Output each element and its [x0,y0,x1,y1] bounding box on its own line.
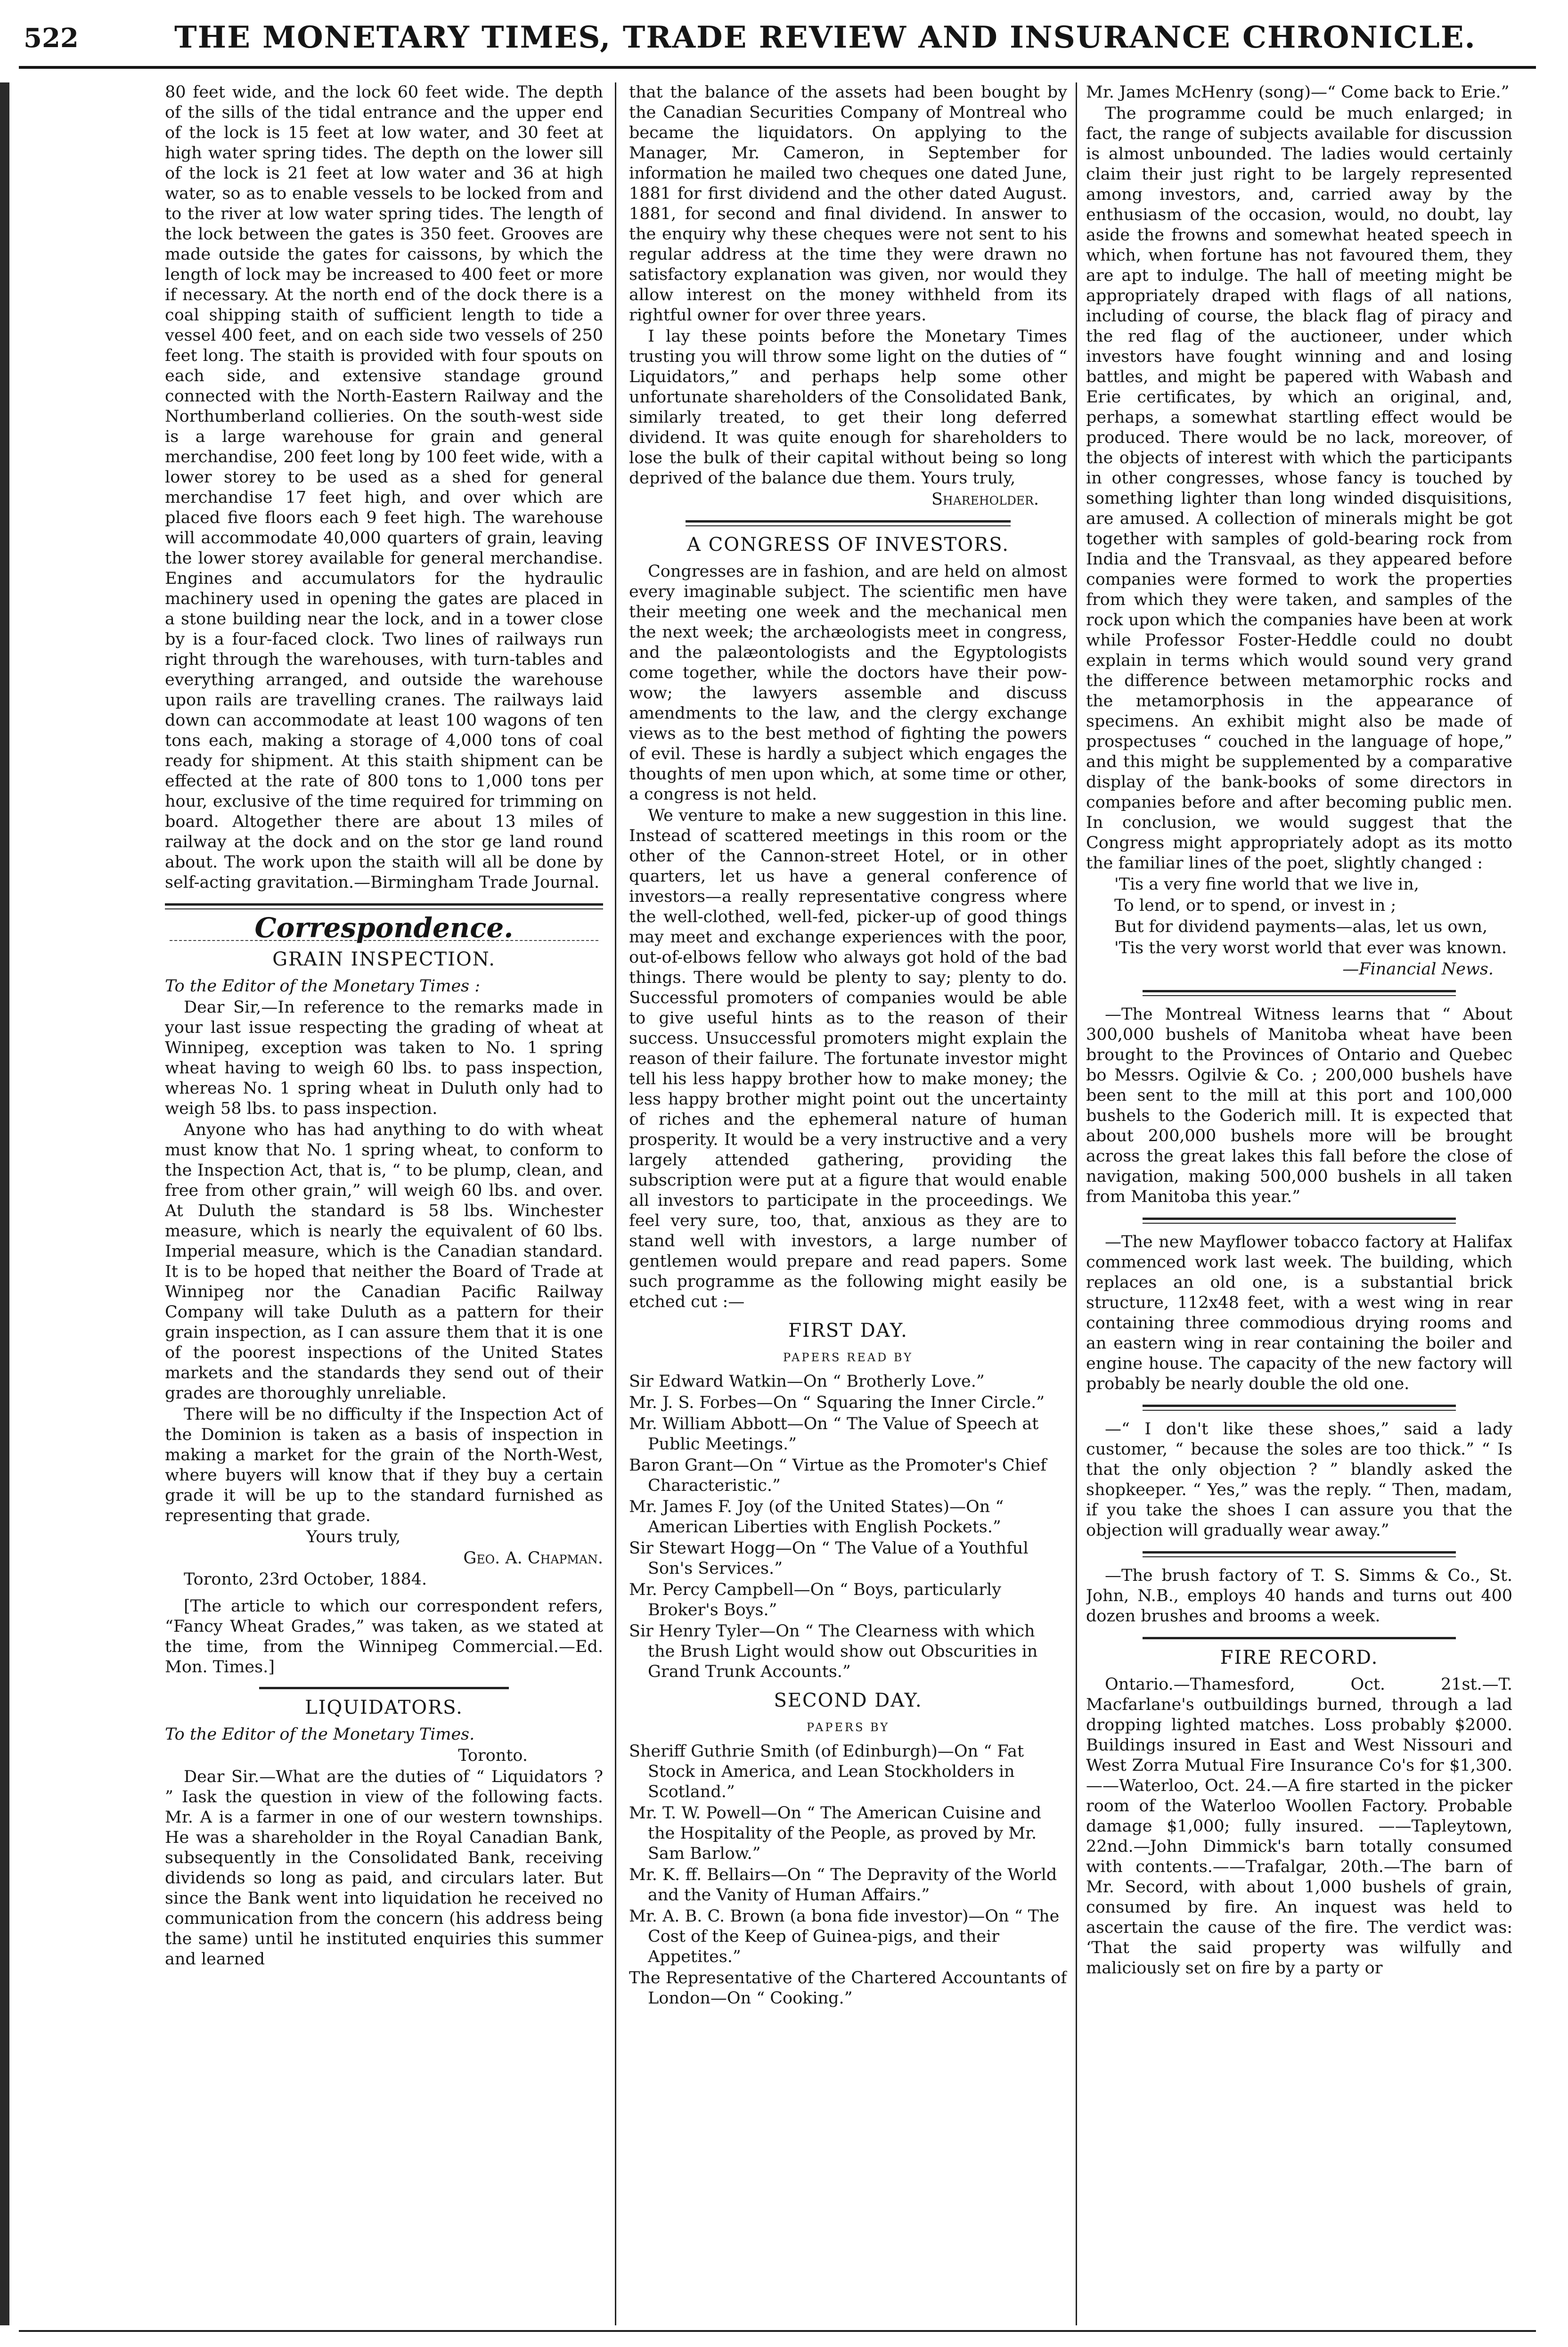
paper-entry: The Representative of the Chartered Accountants of London—On “ Cooking.” [629,1969,1067,2008]
poem-line: 'Tis a very fine world that we live in, [1114,875,1419,894]
second-day-heading: SECOND DAY. [774,1690,923,1711]
column-1 [165,82,603,2325]
liquidators-continued: that the balance of the assets had been bought by the Canadian Securities Company of Montreal who became the liquidators. On applying to the Manager, Mr. Cameron, in September for information he mailed two cheques one dated June, 1881 for first dividend and the other dated August. 1881, for second and final dividend. In answer to the enquiry why these cheques were not sent to his regular address at the time they were drawn no satisfactory explanation was given, nor would they allow interest on the money withheld from its rightful owner for over three years. [629,83,1067,325]
page-bottom-rule [19,2330,1536,2332]
section-divider [259,1687,509,1689]
fire-record-text: Ontario.—Thamesford, Oct. 21st.—T. Macfarlane's outbuildings burned, through a lad dropping lighted matches. Loss probably $2000. Buildings insured in East and West Nissouri and West Zorra Mutual Fire Insurance Co's for $1,300.——Waterloo, Oct. 24.—A fire started in the picker room of the Waterloo Woollen Factory. Probable damage $1,000; fully insured. ——Tapleytown, 22nd.—John Dimmick's barn totally consumed with contents.——Trafalgar, 20th.—The barn of Mr. Secord, with about 1,000 bushels of grain, consumed by fire. An inquest was held to ascertain the cause of the fire. The verdict was: ‘That the said property was wilfully and maliciously set on fire by a party or [1086,1675,1512,1978]
poem-line: To lend, or to spend, or invest in ; [1114,896,1396,915]
poem-line: But for dividend payments—alas, let us own, [1114,917,1488,936]
grain-inspection-heading: GRAIN INSPECTION. [272,949,496,970]
editor-note: [The article to which our correspondent refers, “Fancy Wheat Grades,” was taken, as we stated at the time, from the Winnipeg Commercial.—Ed. Mon. Times.] [165,1597,603,1676]
liquidators-salutation: To the Editor of the Monetary Times. [165,1725,475,1744]
brush-item: —The brush factory of T. S. Simms & Co., St. John, N.B., employs 40 hands and turns out 400 dozen brushes and brooms a week. [1086,1566,1512,1626]
column-2 [629,82,1067,2325]
mayflower-item: —The new Mayflower tobacco factory at Halifax commenced work last week. The building, which replaces an old one, is a substantial brick structure, 112x48 feet, with a west wing in rear containing three commodious drying rooms and an eastern wing in rear containing the boiler and engine house. The capacity of the new factory will probably be nearly double the old one. [1086,1233,1512,1393]
section-divider [686,520,1011,526]
liquidators-heading: LIQUIDATORS. [305,1697,463,1718]
first-day-heading: FIRST DAY. [788,1320,908,1341]
mchenry-entry: Mr. James McHenry (song)—“ Come back to Erie.” [1086,83,1510,102]
section-divider [1143,1405,1456,1411]
congress-paragraph: Congresses are in fashion, and are held on almost every imaginable subject. The scientific men have their meeting one week and the mechanical men the next week; the archæologists meet in congress, and the palæontologists and the Egyptologists come together, while the doctors have their pow-wow; the lawyers assemble and discuss amendments to the law, and the clergy exchange views as to the best method of fighting the powers of evil. These is hardly a subject which engages the thoughts of men upon which, at some time or other, a congress is not held. [629,562,1067,804]
second-day-papers [629,1742,1067,2009]
grain-paragraph: There will be no difficulty if the Inspection Act of the Dominion is taken as a basis of inspection in making a market for the grain of the North-West, where buyers will know that if they buy a certain grade it will be up to the standard furnished as representing that grade. [165,1405,603,1525]
dock-article-text: 80 feet wide, and the lock 60 feet wide. The depth of the sills of the tidal entrance and the upper end of the lock is 15 feet at low water, and 30 feet at high water spring tides. The depth on the lower sill of the lock is 21 feet at low water and 36 at high water, so as to enable vessels to be locked from and to the river at low water spring tides. The length of the lock between the gates is 350 feet. Grooves are made outside the gates for caissons, by which the length of lock may be increased to 400 feet or more if necessary. At the north end of the dock there is a coal shipping staith of sufficient length to tide a vessel 400 feet, and on each side two vessels of 250 feet long. The staith is provided with four spouts on each side, and extensive standage ground connected with the North-Eastern Railway and the Northumberland collieries. On the south-west side is a large warehouse for grain and general merchandise, 200 feet long by 100 feet wide, with a lower storey to be used as a shed for general merchandise 17 feet high, and over which are placed five floors each 9 feet high. The warehouse will accommodate 40,000 quarters of grain, leaving the lower storey available for general merchandise. Engines and accumulators for the hydraulic machinery used in opening the gates are placed in a stone building near the lock, and in a tower close by is a four-faced clock. Two lines of railways run right through the warehouses, with turn-tables and everything arranged, and outside the warehouse upon rails are travelling cranes. The railways laid down can accommodate at least 100 wagons of ten tons each, making a storage of 4,000 tons of coal ready for shipment. At this staith shipment can be effected at the rate of 800 tons to 1,000 tons per hour, exclusive of the time required for trimming on board. Altogether there are about 13 miles of railway at the dock and on the stor ge land round about. The work upon the staith will all be done by self-acting gravitation.—Birmingham Trade Journal. [165,83,603,892]
liquidators-paragraph: I lay these points before the Monetary Times trusting you will throw some light on the duties of “ Liquidators,” and perhaps help some other unfortunate shareholders of the Consolidated Bank, similarly treated, to get their long deferred dividend. It was quite enough for shareholders to lose the bulk of their capital without being so long deprived of the balance due them. Yours truly, [629,327,1067,488]
page-header [19,14,1536,69]
section-divider [165,903,603,909]
grain-paragraph: Dear Sir,—In reference to the remarks made in your last issue respecting the grading of wheat at Winnipeg, exception was taken to No. 1 spring wheat having to weigh 60 lbs. to pass inspection, whereas No. 1 spring wheat in Duluth only had to weigh 58 lbs. to pass inspection. [165,998,603,1118]
paper-entry: Sir Henry Tyler—On “ The Clearness with which the Brush Light would show out Obscurities in Grand Trunk Accounts.” [629,1622,1038,1681]
papers-read-by: PAPERS READ BY [783,1351,913,1364]
grain-paragraph: Anyone who has had anything to do with wheat must know that No. 1 spring wheat, to conform to the Inspection Act, that is, “ to be plump, clean, and free from other grain,” will weigh 60 lbs. and over. At Duluth the standard is 58 lbs. Winchester measure, which is nearly the equivalent of 60 lbs. Imperial measure, which is the Canadian standard. It is to be hoped that neither the Board of Trade at Winnipeg nor the Canadian Pacific Railway Company will take Duluth as a pattern for their grain inspection, as I can assure them that it is one of the poorest inspections of the United States markets and the standards they send out of their grades are thoroughly unreliable. [165,1120,603,1403]
liquidators-signature: Shareholder. [931,490,1039,509]
section-divider [1143,1551,1456,1557]
grain-signature: Geo. A. Chapman. [463,1549,603,1568]
grain-dateline: Toronto, 23rd October, 1884. [184,1570,427,1589]
section-divider [1143,1637,1456,1639]
masthead-title: THE MONETARY TIMES, TRADE REVIEW AND INSURANCE CHRONICLE. [174,20,1476,55]
paper-entry: Sir Stewart Hogg—On “ The Value of a Youthful Son's Services.” [629,1539,1029,1578]
grain-signoff: Yours truly, [306,1528,401,1546]
column-3 [1086,82,1512,2325]
column-rule [615,82,616,2325]
correspondence-title: Correspondence. [254,912,514,944]
paper-entry: Mr. Percy Campbell—On “ Boys, particularly Broker's Boys.” [629,1580,1001,1619]
paper-entry: Mr. William Abbott—On “ The Value of Speech at Public Meetings.” [629,1415,1039,1454]
poem-source: —Financial News. [1342,960,1494,979]
poem [1086,875,1512,958]
paper-entry: Sir Edward Watkin—On “ Brotherly Love.” [629,1372,985,1391]
congress-heading: A CONGRESS OF INVESTORS. [687,534,1009,556]
liquidators-paragraph: Dear Sir.—What are the duties of “ Liquidators ? ” Iask the question in view of the following facts. Mr. A is a farmer in one of our western townships. He was a shareholder in the Royal Canadian Bank, subsequently in the Consolidated Bank, receiving dividends so long as paid, and circulars later. But since the Bank went into liquidation he received no communication from the concern (his address being the same) until he instituted enquiries this summer and learned [165,1767,603,1969]
grain-salutation: To the Editor of the Monetary Times : [165,977,481,996]
witness-item: —The Montreal Witness learns that “ About 300,000 bushels of Manitoba wheat have been brought to the Provinces of Ontario and Quebec bo Messrs. Ogilvie & Co. ; 200,000 bushels have been sent to the mill at this port and 100,000 bushels to the Goderich mill. It is expected that about 200,000 bushels more will be brought across the great lakes this fall before the close of navigation, making 500,000 bushels in all taken from Manitoba this year.” [1086,1005,1512,1206]
congress-paragraph: We venture to make a new suggestion in this line. Instead of scattered meetings in this room or the other of the Cannon-street Hotel, or in other quarters, let us have a general conference of investors—a really representative congress where the well-clothed, well-fed, picker-up of good things may meet and exchange experiences with the poor, out-of-elbows fellow who always got hold of the bad things. There would be plenty to say; plenty to do. Successful promoters of companies would be able to give useful hints as to the reason of their success. Unsuccessful promoters might explain the reason of their failure. The fortunate investor might tell his less happy brother how to make money; the less happy brother might point out the uncertainty of riches and the ephemeral nature of human prosperity. It would be a very instructive and a very largely attended gathering, providing the subscription were put at a figure that would enable all investors to participate in the proceedings. We feel very sure, too, that, anxious as they are to stand well with investors, a large number of gentlemen would prepare and read papers. Some such programme as the following might easily be etched cut :— [629,806,1067,1311]
paper-entry: Mr. J. S. Forbes—On “ Squaring the Inner Circle.” [629,1393,1045,1412]
liquidators-place: Toronto. [458,1746,528,1765]
paper-entry: Mr. A. B. C. Brown (a bona fide investor)—On “ The Cost of the Keep of Guinea-pigs, and their Appetites.” [629,1907,1060,1966]
paper-entry: Sheriff Guthrie Smith (of Edinburgh)—On “ Fat Stock in America, and Lean Stockholders in Scotland.” [629,1742,1024,1801]
section-divider [1143,1218,1456,1224]
shoes-item: —“ I don't like these shoes,” said a lady customer, “ because the soles are too thick.” “ Is that the only objection ? ” blandly asked the shopkeeper. “ Yes,” was the reply. “ Then, madam, if you take the shoes I can assure you that the objection will gradually wear away.” [1086,1420,1512,1540]
poem-line: 'Tis the very worst world that ever was known. [1114,939,1507,957]
fire-record-heading: FIRE RECORD. [1220,1647,1379,1668]
page-number: 522 [24,23,79,54]
first-day-papers [629,1372,1067,1682]
paper-entry: Baron Grant—On “ Virtue as the Promoter's Chief Characteristic.” [629,1456,1047,1495]
congress-continued: The programme could be much enlarged; in fact, the range of subjects available for discussion is almost unbounded. The ladies would certainly claim their just right to be largely represented among investors, and, carried away by the enthusiasm of the occasion, would, no doubt, lay aside the frowns and somewhat heated speech in which, when fortune has not favoured them, they are apt to indulge. The hall of meeting might be appropriately draped with flags of all nations, including of course, the black flag of piracy and the red flag of the auctioneer, under which investors have fought winning and and losing battles, and might be papered with Wabash and Erie certificates, by which an original, and, perhaps, a somewhat startling effect would be produced. There would be no lack, moreover, of the objects of interest with which the participants in other congresses, whose fancy is touched by something lighter than long winded disquisitions, are amused. A collection of minerals might be got together with samples of gold-bearing rock from India and the Transvaal, as they appeared before companies were formed to work the properties from which they were taken, and samples of the rock upon which the companies have been at work while Professor Foster-Heddle could no doubt explain in terms which would sound very grand the difference between metamorphic rocks and the metamorphosis in the appearance of specimens. An exhibit might also be made of prospectuses “ couched in the language of hope,” and this might be supplemented by a comparative display of the bank-books of some directors in companies before and after becoming public men. In conclusion, we would suggest that the Congress might appropriately adopt as its motto the familiar lines of the poet, slightly changed : [1086,104,1512,873]
paper-entry: Mr. K. ff. Bellairs—On “ The Depravity of the World and the Vanity of Human Affairs.” [629,1865,1057,1905]
column-rule [1076,82,1077,2325]
paper-entry: Mr. James F. Joy (of the United States)—On “ American Liberties with English Pockets.” [629,1497,1004,1537]
paper-entry: Mr. T. W. Powell—On “ The American Cuisine and the Hospitality of the People, as proved by Mr. Sam Barlow.” [629,1804,1041,1863]
papers-by: PAPERS BY [806,1721,890,1734]
section-divider [1143,990,1456,996]
scan-margin-shadow [0,82,9,2325]
